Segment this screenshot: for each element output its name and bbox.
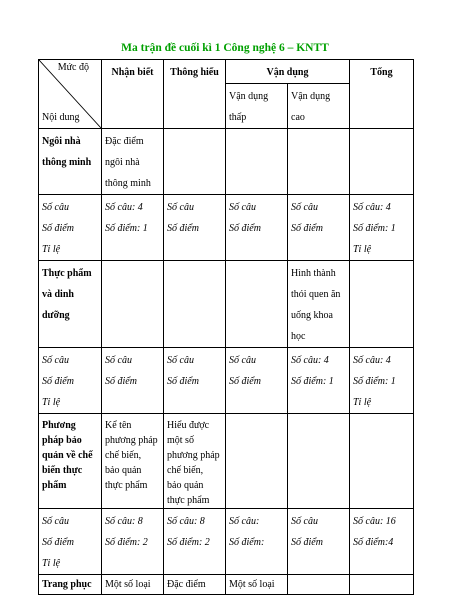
cell-vd-cao: Số câu Số điểm [288,509,350,575]
cell-tong: Số câu: 4 Số điểm: 1 Tỉ lệ [350,348,414,414]
matrix-table [38,59,414,595]
cell-vd-thap [226,414,288,509]
cell-nhan-biet: Kể tên phương pháp chế biến, bảo quản thực phẩm [102,414,164,509]
table-row [39,575,414,595]
cell-vd-cao: Số câu Số điểm [288,195,350,261]
header-muc-do: Mức độ [57,62,89,73]
topic-cell: Trang phục [39,575,102,595]
cell-tong: Số câu: 16 Số điểm:4 [350,509,414,575]
cell-nhan-biet: Đặc điểm ngôi nhà thông minh [102,129,164,195]
topic-cell: Thực phẩm và dinh dưỡng [39,261,102,348]
header-van-dung: Vận dụng [226,60,350,84]
cell-vd-cao: Số câu: 4 Số điểm: 1 [288,348,350,414]
cell-vd-thap [226,129,288,195]
header-vd-cao: Vận dụng cao [288,84,350,129]
stats-label-cell: Số câu Số điểm Tỉ lệ [39,509,102,575]
cell-nhan-biet: Số câu: 8 Số điểm: 2 [102,509,164,575]
header-noi-dung: Nội dung [42,112,80,123]
table-row [39,348,414,414]
cell-vd-thap: Số câu Số điểm [226,195,288,261]
cell-thong-hieu: Số câu Số điểm [164,348,226,414]
cell-vd-cao [288,129,350,195]
cell-tong: Số câu: 4 Số điểm: 1 Tỉ lệ [350,195,414,261]
stats-label-cell: Số câu Số điểm Tỉ lệ [39,348,102,414]
table-row [39,509,414,575]
cell-vd-cao [288,575,350,595]
table-row [39,129,414,195]
cell-thong-hieu: Hiểu được một số phương pháp chế biến, bảo quản thực phẩm [164,414,226,509]
cell-vd-thap: Một số loại [226,575,288,595]
topic-cell: Phương pháp bảo quản về chế biến thực phẩm [39,414,102,509]
cell-nhan-biet [102,261,164,348]
stats-label-cell: Số câu Số điểm Tỉ lệ [39,195,102,261]
header-thong-hieu: Thông hiểu [164,60,226,129]
cell-tong [350,129,414,195]
cell-vd-thap: Số câu Số điểm [226,348,288,414]
cell-nhan-biet: Số câu: 4 Số điểm: 1 [102,195,164,261]
cell-thong-hieu: Số câu: 8 Số điểm: 2 [164,509,226,575]
header-tong: Tổng [350,60,414,129]
cell-vd-cao [288,414,350,509]
cell-thong-hieu: Số câu Số điểm [164,195,226,261]
topic-cell: Ngôi nhà thông minh [39,129,102,195]
cell-tong [350,575,414,595]
cell-thong-hieu [164,261,226,348]
diagonal-header-cell [39,60,102,129]
table-row [39,414,414,509]
header-vd-thap: Vận dụng thấp [226,84,288,129]
cell-vd-thap [226,261,288,348]
table-row [39,195,414,261]
table-row [39,261,414,348]
header-nhan-biet: Nhận biết [102,60,164,129]
cell-tong [350,261,414,348]
cell-nhan-biet: Số câu Số điểm [102,348,164,414]
cell-nhan-biet: Một số loại [102,575,164,595]
cell-tong [350,414,414,509]
cell-thong-hieu [164,129,226,195]
cell-vd-cao: Hình thành thói quen ăn uống khoa học [288,261,350,348]
page-title: Ma trận đề cuối kì 1 Công nghệ 6 – KNTT [121,42,329,54]
cell-thong-hieu: Đặc điểm [164,575,226,595]
cell-vd-thap: Số câu: Số điểm: [226,509,288,575]
